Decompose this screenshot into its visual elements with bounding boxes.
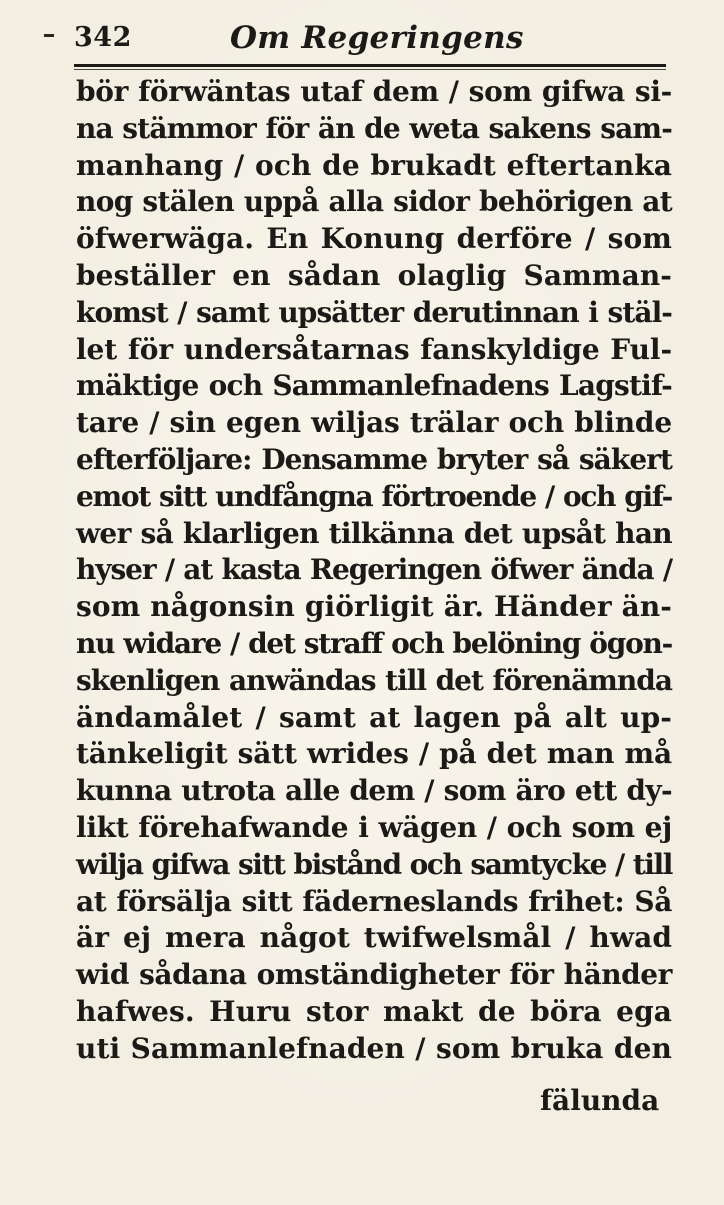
text-line: hafwes. Huru stor makt de böra ega <box>76 994 672 1028</box>
text-line: öfwerwäga. En Konung derföre / som <box>76 222 672 256</box>
header-rule <box>74 64 666 67</box>
text-line: wid sådana omständigheter för händer <box>76 958 672 992</box>
text-line: uti Sammanlefnaden / som bruka den <box>76 1031 672 1065</box>
body-text <box>76 74 672 1068</box>
text-line: komst / samt upsätter derutinnan i stäl- <box>76 295 672 329</box>
margin-mark <box>44 34 54 37</box>
text-line: hyser / at kasta Regeringen öfwer ända / <box>76 553 672 587</box>
running-head: Om Regeringens <box>230 20 524 56</box>
text-line: nog stälen uppå alla sidor behörigen at <box>76 185 672 219</box>
text-line: wilja gifwa sitt bistånd och samtycke / till <box>76 847 672 881</box>
page-header <box>44 20 684 62</box>
text-line: let för undersåtarnas fanskyldige Ful- <box>76 332 672 366</box>
text-line: wer så klarligen tilkänna det upsåt han <box>76 516 672 550</box>
text-line: tare / sin egen wiljas trälar och blinde <box>76 406 672 440</box>
catchword: fälunda <box>540 1084 660 1117</box>
text-line: bör förwäntas utaf dem / som gifwa si- <box>76 75 672 108</box>
text-line: nu widare / det straff och belöning ögon- <box>76 626 672 660</box>
text-line: likt förehafwande i wägen / och som ej <box>76 810 672 844</box>
text-line: na stämmor för än de weta sakens sam- <box>76 111 672 145</box>
text-line: efterföljare: Densamme bryter så säkert <box>76 442 672 476</box>
text-line: ändamålet / samt at lagen på alt up- <box>76 700 672 734</box>
text-line: mäktige och Sammanlefnadens Lagstif- <box>76 369 672 403</box>
header-rule-thin <box>74 69 666 70</box>
text-line: tänkeligit sätt wrides / på det man må <box>76 737 672 771</box>
text-line: som någonsin giörligit är. Händer än- <box>76 590 672 624</box>
text-line: kunna utrota alle dem / som äro ett dy- <box>76 774 672 808</box>
text-line: är ej mera något twifwelsmål / hwad <box>76 921 672 955</box>
text-line: emot sitt undfångna förtroende / och gif- <box>76 479 672 513</box>
text-line: at försälja sitt fäderneslands frihet: Så <box>76 884 672 918</box>
text-line: beställer en sådan olaglig Samman- <box>76 258 672 292</box>
text-line: skenligen anwändas till det förenämnda <box>76 663 672 697</box>
text-line: manhang / och de brukadt eftertanka <box>76 148 672 182</box>
page-number: 342 <box>74 22 132 53</box>
